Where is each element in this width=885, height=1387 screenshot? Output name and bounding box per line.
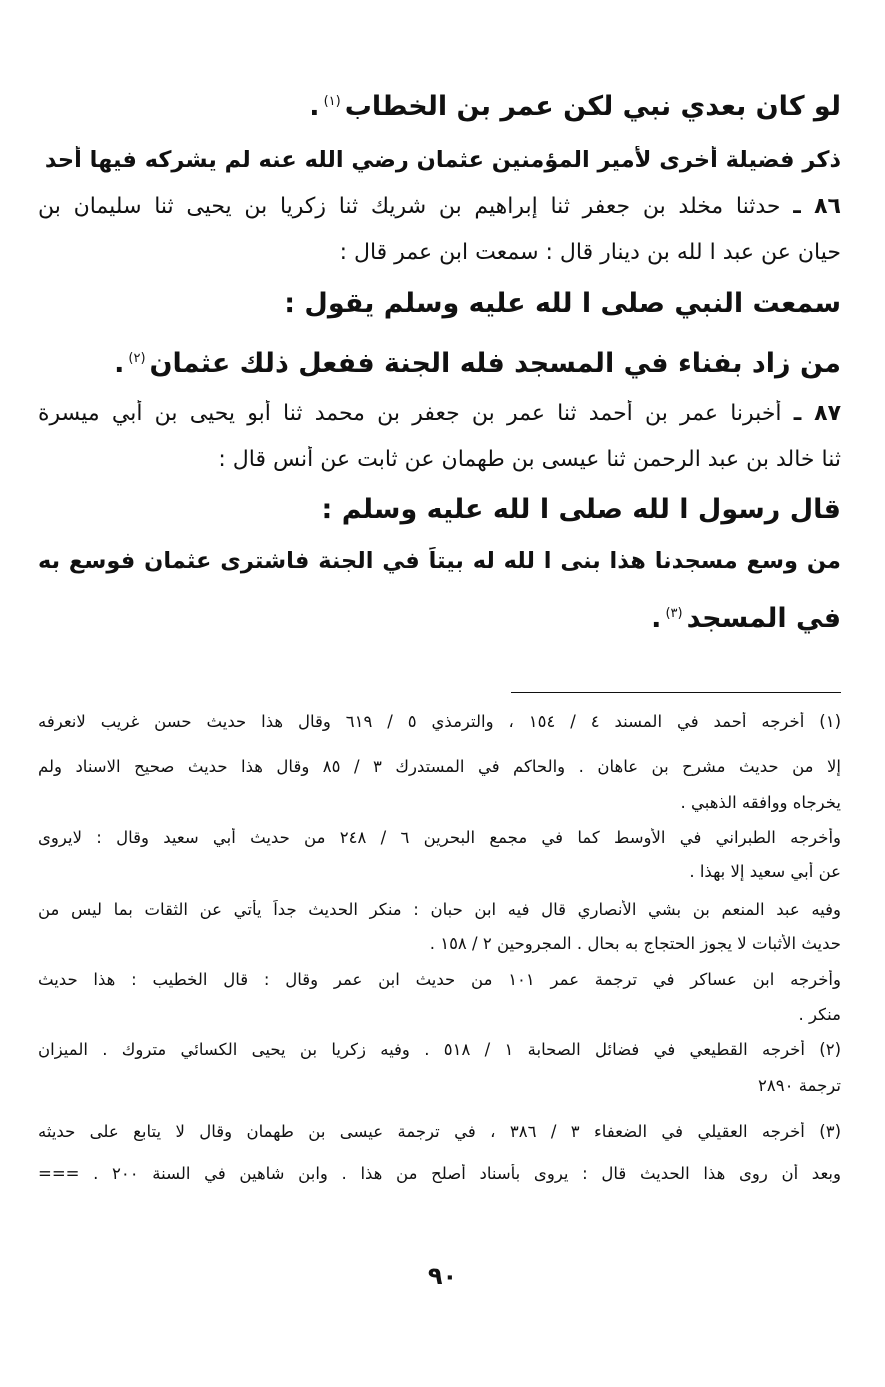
footnote-line: (٣) أخرجه العقيلي في الضعفاء ٣ / ٣٨٦ ، في ترجمة عيسى بن طهمان وقال لا يتابع على حديثه — [38, 1122, 841, 1141]
footnote-divider — [511, 692, 841, 693]
footnote-line: وأخرجه الطبراني في الأوسط كما في مجمع البحرين ٦ / ٢٤٨ من حديث أبي سعيد وقال : لايروى — [38, 828, 841, 847]
footnote-ref-2: (٢) — [128, 351, 146, 366]
hadith-87-matn-line2 — [38, 602, 841, 636]
footnote-line: عن أبي سعيد إلا بهذا . — [689, 862, 841, 881]
hadith-86-matn-end: . — [114, 348, 125, 379]
footnote-line: حديث الأثبات لا يجوز الحتجاج به بحال . المجروحين ٢ / ١٥٨ . — [429, 934, 841, 953]
hadith-87-matn-intro: قال رسول ا لله صلى ا لله عليه وسلم : — [321, 494, 841, 525]
footnote-ref-3: (٣) — [665, 606, 683, 621]
text-line-umar — [38, 90, 841, 124]
hadith-87-isnad-line2: ثنا خالد بن عبد الرحمن ثنا عيسى بن طهمان عن ثابت عن أنس قال : — [218, 447, 841, 472]
hadith-86-isnad-line2: حيان عن عبد ا لله بن دينار قال : سمعت ابن عمر قال : — [339, 240, 841, 265]
page-number: ٩٠ — [427, 1262, 458, 1290]
hadith-87-matn-text: في المسجد — [686, 603, 841, 634]
hadith-86-number: ٨٦ ـ — [793, 194, 841, 219]
hadith-86-matn — [38, 347, 841, 381]
footnote-line: يخرجاه ووافقه الذهبي . — [680, 793, 841, 812]
footnote-line: (١) أخرجه أحمد في المسند ٤ / ١٥٤ ، والترمذي ٥ / ٦١٩ وقال هذا حديث حسن غريب لانعرفه — [38, 712, 841, 731]
footnote-line: ترجمة ٢٨٩٠ — [758, 1076, 841, 1095]
hadith-86-matn-intro: سمعت النبي صلى ا لله عليه وسلم يقول : — [284, 288, 841, 319]
footnote-line: إلا من حديث مشرح بن عاهان . والحاكم في المستدرك ٣ / ٨٥ وقال هذا حديث صحيح الاسناد ولم — [38, 757, 841, 776]
hadith-87-matn-line1: من وسع مسجدنا هذا بنى ا لله له بيتاً في الجنة فاشترى عثمان فوسع به — [38, 548, 841, 574]
hadith-87-matn-end: . — [651, 603, 662, 634]
footnote-line: وبعد أن روى هذا الحديث قال : يروى بأسناد أصلح من هذا . وابن شاهين في السنة ٢٠٠ . === — [38, 1164, 841, 1183]
footnote-line: منكر . — [798, 1005, 841, 1024]
hadith-86-isnad-line1 — [38, 193, 841, 221]
hadith-86-matn-text: من زاد بفناء في المسجد فله الجنة ففعل ذلك عثمان — [149, 348, 841, 379]
hadith-87-text-a: أخبرنا عمر بن أحمد ثنا عمر بن جعفر بن محمد ثنا أبو يحيى بن أبي ميسرة — [38, 401, 782, 426]
section-heading: ذكر فضيلة أخرى لأمير المؤمنين عثمان رضي الله عنه لم يشركه فيها أحد — [44, 147, 841, 173]
umar-end: . — [309, 91, 320, 122]
footnote-ref-1: (١) — [323, 94, 341, 109]
footnote-line: (٢) أخرجه القطيعي في فضائل الصحابة ١ / ٥١٨ . وفيه زكريا بن يحيى الكسائي متروك . الميزان — [38, 1040, 841, 1059]
umar-text: لو كان بعدي نبي لكن عمر بن الخطاب — [344, 91, 841, 122]
footnote-line: وفيه عبد المنعم بن بشي الأنصاري قال فيه ابن حبان : منكر الحديث جداً يأتي عن الثقات بما ليس من — [38, 900, 841, 919]
hadith-87-isnad-line1 — [38, 400, 841, 428]
footnote-line: وأخرجه ابن عساكر في ترجمة عمر ١٠١ من حديث ابن عمر وقال : قال الخطيب : هذا حديث — [38, 970, 841, 989]
hadith-86-text-a: حدثنا مخلد بن جعفر ثنا إبراهيم بن شريك ثنا زكريا بن يحيى ثنا سليمان بن — [38, 194, 781, 219]
hadith-87-number: ٨٧ ـ — [793, 401, 841, 426]
